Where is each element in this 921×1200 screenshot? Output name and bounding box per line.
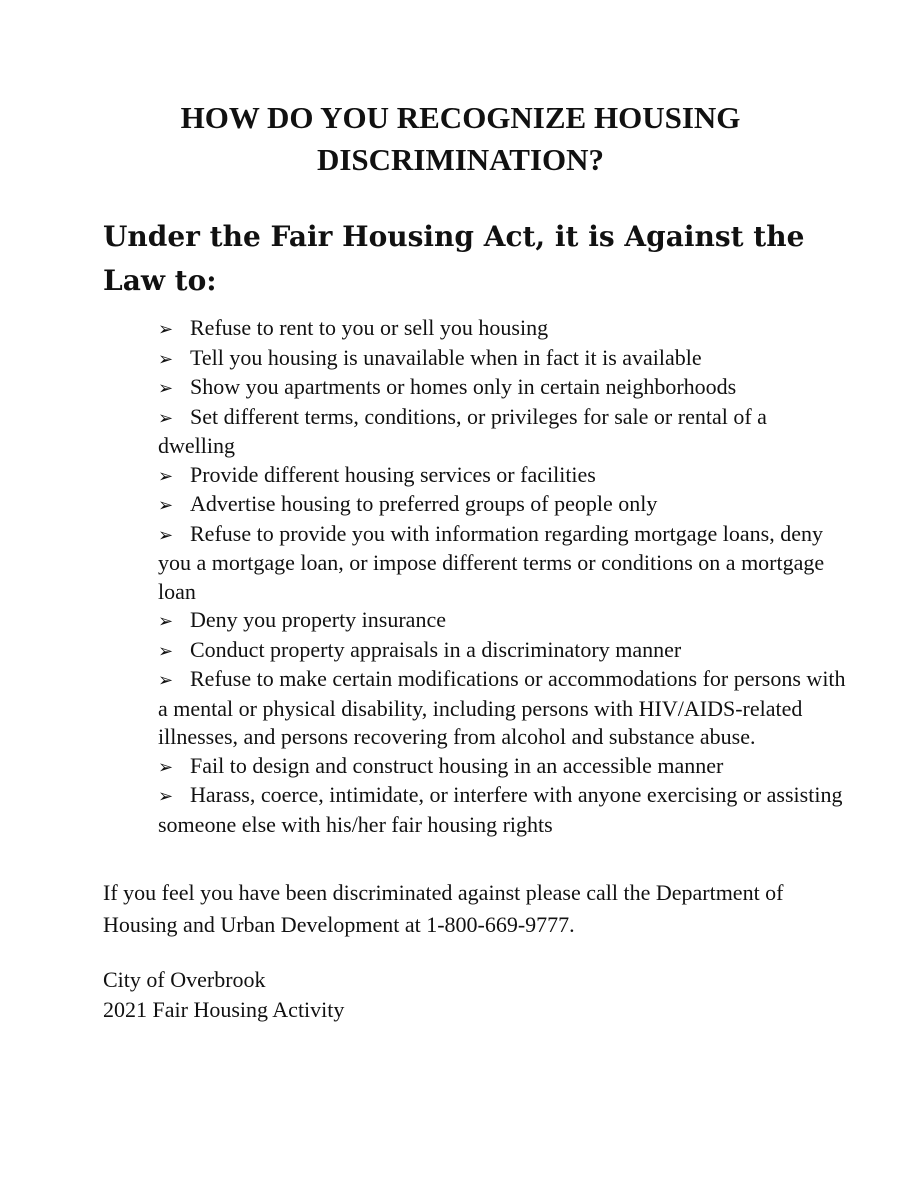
list-item [158, 636, 848, 666]
list-item-text: Set different terms, conditions, or privileges for sale or rental of a dwelling [158, 403, 767, 458]
prohibited-practices-list [158, 314, 848, 839]
arrowhead-bullet-icon: ➢ [158, 407, 174, 428]
flyer-footer [103, 965, 603, 1025]
arrowhead-bullet-icon: ➢ [158, 378, 174, 398]
flyer-title-line-2: DISCRIMINATION? [316, 142, 605, 177]
list-item-text: Conduct property appraisals in a discriminatory manner [190, 636, 682, 662]
arrowhead-bullet-icon: ➢ [158, 524, 174, 545]
list-item-text: Deny you property insurance [190, 607, 446, 632]
arrowhead-bullet-icon: ➢ [158, 670, 174, 690]
list-item [158, 520, 848, 607]
list-item-text: Provide different housing services or facilities [190, 461, 596, 487]
arrowhead-bullet-icon: ➢ [158, 319, 174, 339]
arrowhead-bullet-icon: ➢ [158, 611, 174, 631]
list-item [158, 781, 848, 839]
hud-contact-paragraph: If you feel you have been discriminated against please call the Department of Housing and Urban Development at 1-800-669-9777. [103, 880, 784, 937]
list-item [158, 373, 848, 403]
list-item-text: Harass, coerce, intimidate, or interfere with anyone exercising or assisting someone else with his/her fair housing rights [158, 782, 843, 837]
list-item [158, 314, 848, 344]
arrowhead-bullet-icon: ➢ [158, 465, 174, 486]
list-item [158, 461, 848, 491]
activity-label: 2021 Fair Housing Activity [103, 997, 345, 1022]
list-item-text: Fail to design and construct housing in an accessible manner [190, 752, 724, 778]
city-name: City of Overbrook [103, 967, 266, 992]
list-item-text: Show you apartments or homes only in certain neighborhoods [190, 374, 737, 399]
arrowhead-bullet-icon: ➢ [158, 348, 174, 369]
list-item-text: Advertise housing to preferred groups of people only [190, 491, 658, 516]
arrowhead-bullet-icon: ➢ [158, 640, 174, 661]
list-item-text: Refuse to rent to you or sell you housing [190, 315, 549, 340]
list-item [158, 403, 848, 461]
flyer-title-line-1: HOW DO YOU RECOGNIZE HOUSING [180, 100, 741, 135]
arrowhead-bullet-icon: ➢ [158, 756, 174, 777]
list-item [158, 344, 848, 374]
list-item [158, 665, 848, 752]
flyer-title [0, 97, 921, 181]
list-item-text: Refuse to make certain modifications or accommodations for persons with a mental or physical disability, including persons with HIV/AIDS-related illnesses, and persons recovering from alcohol and substance abuse. [158, 666, 846, 749]
arrowhead-bullet-icon: ➢ [158, 495, 174, 515]
arrowhead-bullet-icon: ➢ [158, 786, 174, 806]
list-item-text: Refuse to provide you with information regarding mortgage loans, deny you a mortgage loan, or impose different terms or conditions on a mortgage loan [158, 520, 825, 604]
list-item [158, 490, 848, 520]
list-item [158, 752, 848, 782]
flyer-subtitle: Under the Fair Housing Act, it is Against the Law to: [103, 220, 805, 297]
list-item-text: Tell you housing is unavailable when in fact it is available [190, 344, 702, 370]
list-item [158, 606, 848, 636]
